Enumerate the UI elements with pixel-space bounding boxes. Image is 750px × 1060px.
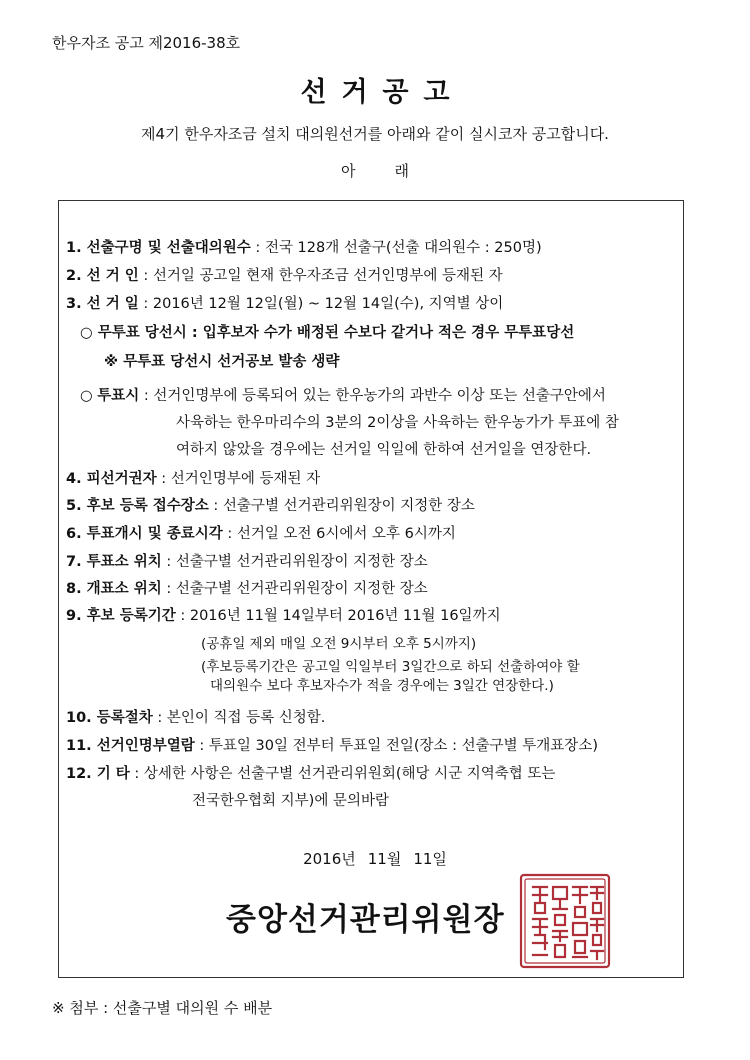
- voting-sep: :: [139, 388, 154, 404]
- item-7-label: 7. 투표소 위치: [66, 554, 162, 570]
- item-7-text: 선출구별 선거관리위원장이 지정한 장소: [175, 554, 428, 570]
- item-1-label: 1. 선출구명 및 선출대의원수: [66, 240, 251, 256]
- item-6: [66, 522, 456, 543]
- item-7: [66, 550, 428, 571]
- item-8: [66, 577, 428, 598]
- item-3-label: 3. 선 거 일: [66, 296, 139, 312]
- item-3: [66, 292, 503, 313]
- item-9-note-1: (공휴일 제외 매일 오전 9시부터 오후 5시까지): [201, 636, 477, 652]
- item-10-label: 10. 등록절차: [66, 710, 153, 726]
- item-9-text: 2016년 11월 14일부터 2016년 11월 16일까지: [189, 608, 501, 624]
- item-7-sep: :: [161, 554, 176, 570]
- item-9-note-2: (후보등록기간은 공고일 익일부터 3일간으로 하되 선출하여야 할: [201, 659, 580, 675]
- item-8-text: 선출구별 선거관리위원장이 지정한 장소: [175, 581, 428, 597]
- voting-rule: [80, 384, 606, 405]
- item-5-text: 선출구별 선거관리위원장이 지정한 장소: [222, 498, 475, 514]
- item-5: [66, 494, 475, 515]
- date-month: 11월: [367, 850, 402, 868]
- official-seal-icon: [519, 873, 611, 969]
- signer-title: 중앙선거관리위원장: [226, 902, 505, 938]
- item-11: [66, 734, 598, 755]
- circle-bullet-icon: ○: [80, 388, 93, 404]
- voting-line-1: 선거인명부에 등록되어 있는 한우농가의 과반수 이상 또는 선출구안에서: [153, 388, 606, 404]
- attachment-note: ※ 첨부 : 선출구별 대의원 수 배분: [52, 999, 273, 1017]
- item-2: [66, 264, 503, 285]
- date-year: 2016년: [303, 850, 356, 868]
- item-10-sep: :: [152, 710, 167, 726]
- item-10: [66, 706, 325, 727]
- item-4: [66, 467, 320, 488]
- item-4-text: 선거인명부에 등재된 자: [170, 471, 321, 487]
- item-11-text: 투표일 30일 전부터 투표일 전일(장소 : 선출구별 투개표장소): [208, 738, 598, 754]
- item-3-sep: :: [138, 296, 153, 312]
- item-12-sep: :: [129, 766, 144, 782]
- notice-number: 한우자조 공고 제2016-38호: [52, 34, 241, 52]
- voting-line-2: 사육하는 한우마리수의 3분의 2이상을 사육하는 한우농가가 투표에 참: [176, 415, 619, 431]
- item-9-sep: :: [175, 608, 190, 624]
- page-title: 선거공고: [300, 77, 465, 108]
- voting-line-3: 여하지 않았을 경우에는 선거일 익일에 한하여 선거일을 연장한다.: [176, 442, 592, 458]
- item-8-sep: :: [161, 581, 176, 597]
- item-12: [66, 762, 555, 783]
- uncontested-note: ※ 무투표 당선시 선거공보 발송 생략: [104, 354, 340, 370]
- item-6-sep: :: [222, 526, 237, 542]
- intro-text: 제4기 한우자조금 설치 대의원선거를 아래와 같이 실시코자 공고합니다.: [141, 125, 609, 143]
- item-3-text: 2016년 12월 12일(월) ~ 12월 14일(수), 지역별 상이: [152, 296, 504, 312]
- item-9-label: 9. 후보 등록기간: [66, 608, 176, 624]
- item-4-sep: :: [156, 471, 171, 487]
- item-12-text-2: 전국한우협회 지부)에 문의바람: [192, 793, 389, 809]
- notice-date: [0, 848, 750, 869]
- uncontested-rule: [80, 321, 574, 342]
- item-1: [66, 236, 542, 257]
- item-9: [66, 604, 501, 625]
- item-1-sep: :: [250, 240, 265, 256]
- item-8-label: 8. 개표소 위치: [66, 581, 162, 597]
- voting-label: 투표시: [97, 388, 140, 404]
- item-11-label: 11. 선거인명부열람: [66, 738, 195, 754]
- circle-bullet-icon: ○: [80, 325, 93, 341]
- item-12-label: 12. 기 타: [66, 766, 130, 782]
- uncontested-text: 무투표 당선시 : 입후보자 수가 배정된 수보다 같거나 적은 경우 무투표당선: [97, 325, 575, 341]
- item-1-text: 전국 128개 선출구(선출 대의원수 : 250명): [264, 240, 542, 256]
- item-10-text: 본인이 직접 등록 신청함.: [166, 710, 326, 726]
- item-2-sep: :: [138, 268, 153, 284]
- item-12-text: 상세한 사항은 선출구별 선거관리위원회(해당 시군 지역축협 또는: [143, 766, 556, 782]
- item-6-text: 선거일 오전 6시에서 오후 6시까지: [236, 526, 456, 542]
- item-6-label: 6. 투표개시 및 종료시각: [66, 526, 223, 542]
- below-heading: 아래: [341, 162, 448, 180]
- item-5-label: 5. 후보 등록 접수장소: [66, 498, 209, 514]
- date-day: 11일: [413, 850, 447, 868]
- item-2-text: 선거일 공고일 현재 한우자조금 선거인명부에 등재된 자: [152, 268, 503, 284]
- item-5-sep: :: [208, 498, 223, 514]
- item-9-note-3: 대의원수 보다 후보자수가 적을 경우에는 3일간 연장한다.): [210, 678, 554, 694]
- item-2-label: 2. 선 거 인: [66, 268, 139, 284]
- item-11-sep: :: [194, 738, 209, 754]
- item-4-label: 4. 피선거권자: [66, 471, 157, 487]
